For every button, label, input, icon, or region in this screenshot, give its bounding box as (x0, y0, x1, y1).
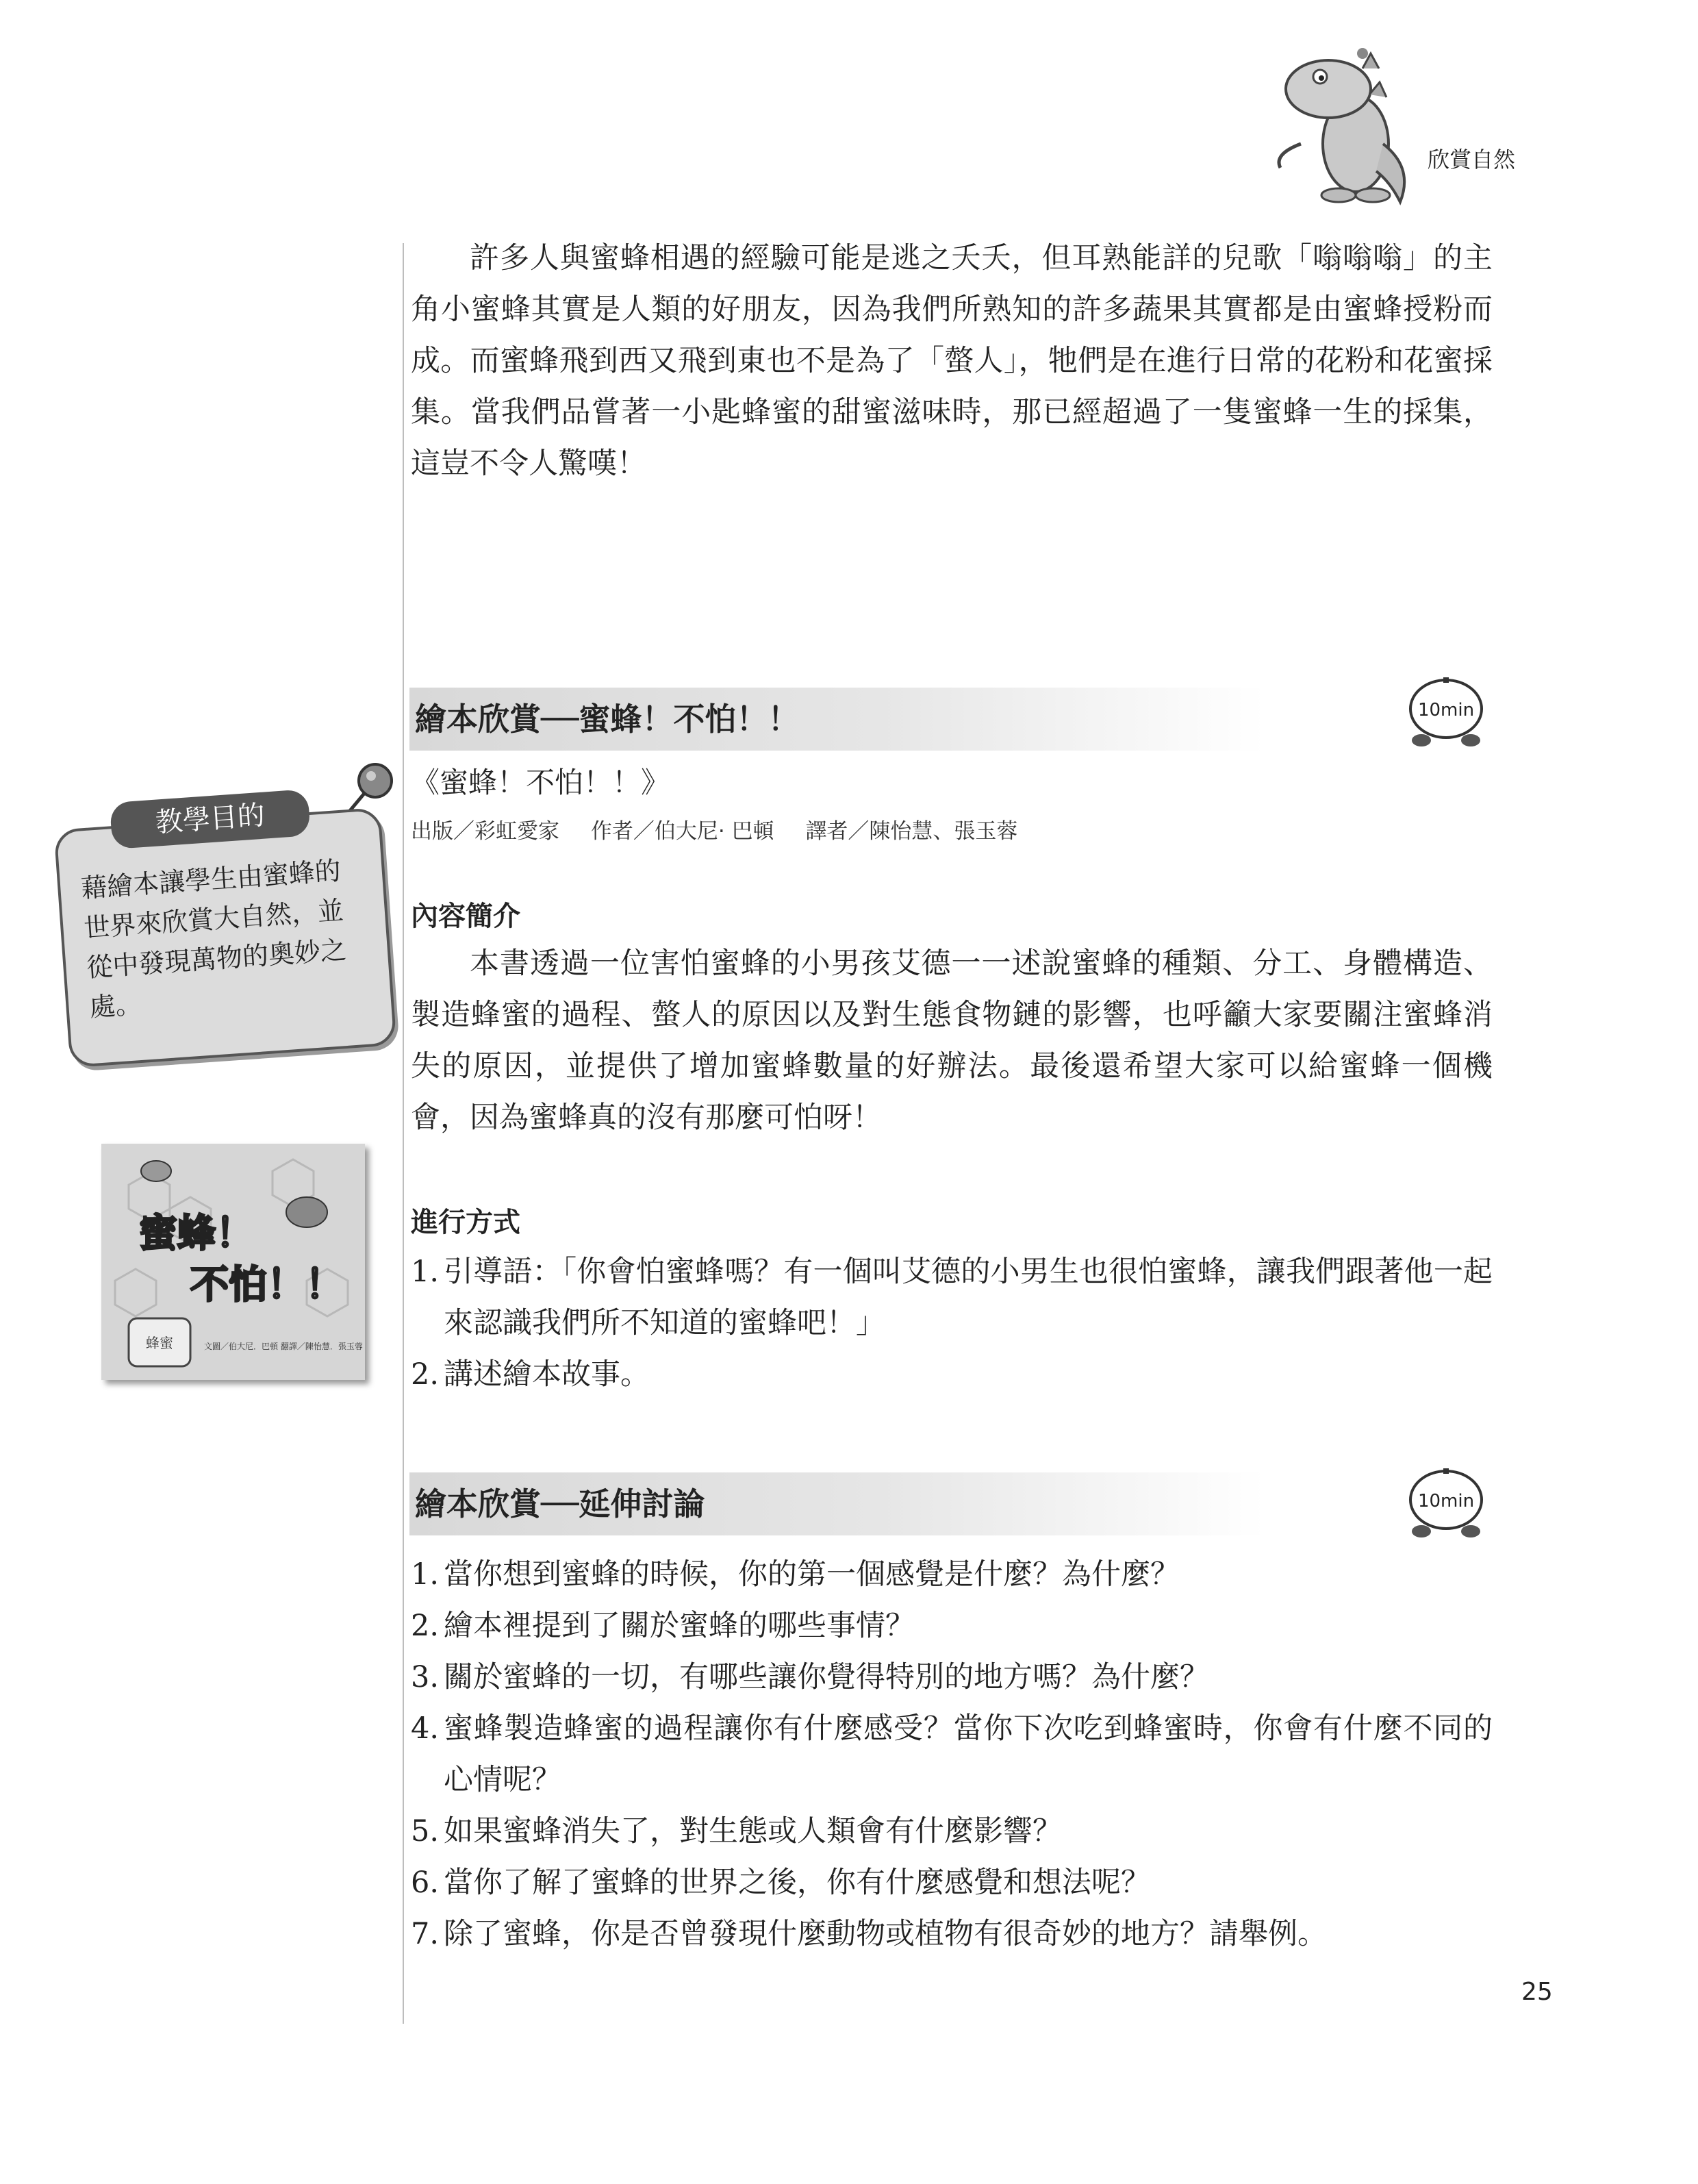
cover-title-line1: 蜜蜂！ (139, 1212, 254, 1256)
questions-list (411, 1549, 1493, 1960)
list-item: 6. 當你了解了蜜蜂的世界之後，你有什麼感覺和想法呢？ (411, 1866, 1150, 1900)
teaching-goal-label: 教學目的 (110, 789, 311, 849)
translator: 譯者／陳怡慧、張玉蓉 (805, 819, 1018, 844)
clock-icon (1405, 1466, 1487, 1541)
section-heading-discussion: 繪本欣賞──延伸討論 (409, 1472, 1265, 1535)
crocodile-mascot-icon (1260, 41, 1417, 205)
method-heading: 進行方式 (411, 1207, 520, 1238)
teaching-goal-text: 藉繪本讓學生由蜜蜂的世界來欣賞大自然，並從中發現萬物的奧妙之處。 (79, 855, 348, 1023)
cover-title-line2: 不怕！！ (190, 1263, 344, 1307)
author: 作者／伯大尼· 巴頓 (590, 819, 774, 844)
steps-list (411, 1246, 1493, 1401)
publisher: 出版／彩虹愛家 (411, 819, 559, 844)
bee-icon (286, 1197, 327, 1227)
list-item: 2. 講述繪本故事。 (411, 1357, 650, 1392)
list-item: 7. 除了蜜蜂，你是否曾發現什麼動物或植物有很奇妙的地方？請舉例。 (411, 1917, 1327, 1951)
section-heading-book: 繪本欣賞──蜜蜂！不怕！！ (409, 688, 1265, 751)
clock-icon (1405, 675, 1487, 750)
list-item: 4. 蜜蜂製造蜂蜜的過程讓你有什麼感受？當你下次吃到蜂蜜時，你會有什麼不同的心情呢？ (411, 1711, 1493, 1797)
section-label: 欣賞自然 (1428, 147, 1516, 173)
publication-info (411, 814, 1042, 844)
list-item: 3. 關於蜜蜂的一切，有哪些讓你覺得特別的地方嗎？為什麼？ (411, 1660, 1209, 1694)
time-label: 10min (1417, 700, 1475, 720)
list-item: 5. 如果蜜蜂消失了，對生態或人類會有什麼影響？ (411, 1814, 1062, 1848)
list-item: 2. 繪本裡提到了關於蜜蜂的哪些事情？ (411, 1609, 915, 1643)
margin-rule (403, 243, 404, 2024)
cover-jar-label: 蜂蜜 (146, 1335, 173, 1351)
summary-heading: 內容簡介 (411, 901, 520, 932)
cover-credits: 文圖／伯大尼．巴頓 翻譯／陳怡慧．張玉蓉 (204, 1342, 363, 1351)
time-label: 10min (1417, 1491, 1475, 1511)
book-title: 《蜜蜂！不怕！！》 (411, 766, 670, 799)
book-cover-image (101, 1144, 365, 1380)
page-number: 25 (1521, 1978, 1553, 2006)
summary-paragraph: 本書透過一位害怕蜜蜂的小男孩艾德一一述說蜜蜂的種類、分工、身體構造、製造蜂蜜的過程、螫人的原因以及對生態食物鏈的影響，也呼籲大家要關注蜜蜂消失的原因，並提供了增加蜜蜂數量的好辦法。最後還希望大家可以給蜜蜂一個機會，因為蜜蜂真的沒有那麼可怕呀！ (411, 946, 1493, 1135)
bee-icon (141, 1161, 171, 1181)
teaching-goal-card (53, 799, 396, 1068)
intro-paragraph: 許多人與蜜蜂相遇的經驗可能是逃之夭夭，但耳熟能詳的兒歌「嗡嗡嗡」的主角小蜜蜂其實是人類的好朋友，因為我們所熟知的許多蔬果其實都是由蜜蜂授粉而成。而蜜蜂飛到西又飛到東也不是為了「螫人」，牠們是在進行日常的花粉和花蜜採集。當我們品嘗著一小匙蜂蜜的甜蜜滋味時，那已經超過了一隻蜜蜂一生的採集，這豈不令人驚嘆！ (411, 241, 1493, 481)
list-item: 1. 引導語：「你會怕蜜蜂嗎？有一個叫艾德的小男生也很怕蜜蜂，讓我們跟著他一起來認識我們所不知道的蜜蜂吧！」 (411, 1255, 1493, 1340)
list-item: 1. 當你想到蜜蜂的時候，你的第一個感覺是什麼？為什麼？ (411, 1557, 1180, 1592)
